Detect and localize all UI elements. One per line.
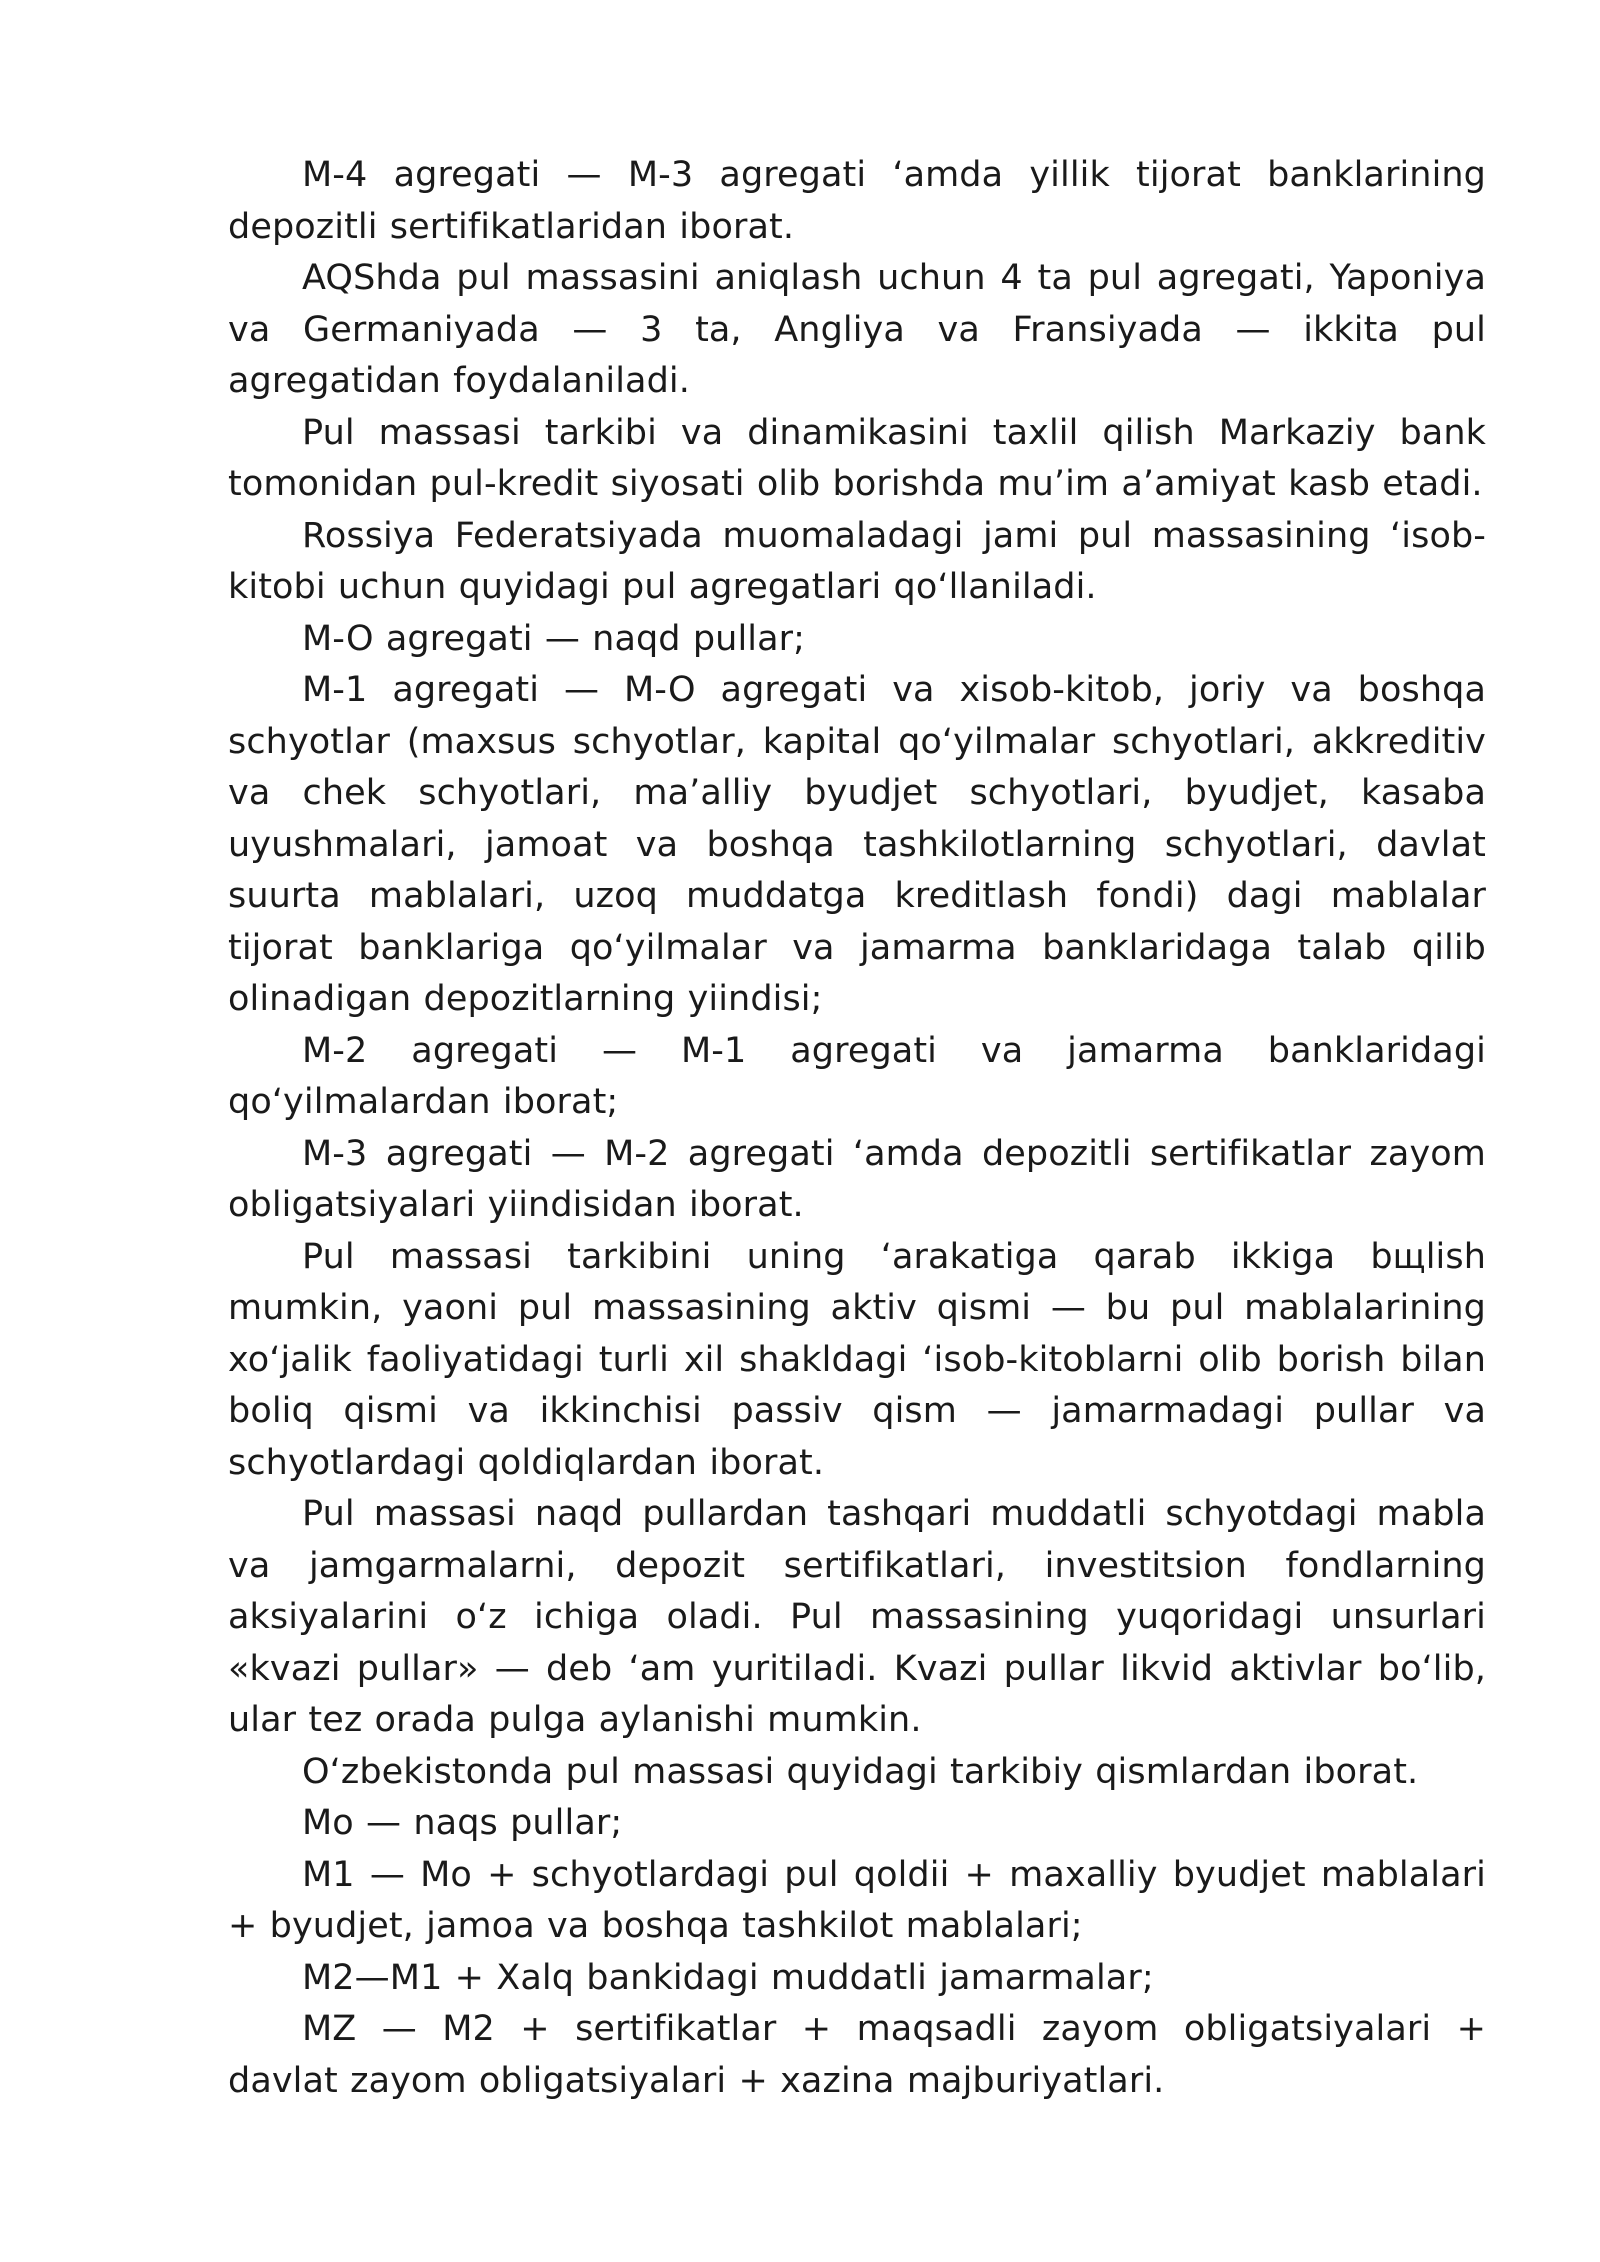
paragraph-m0-aggregate: M-O agregati — naqd pullar; bbox=[302, 618, 806, 659]
paragraph-central-bank-analysis: Pul massasi tarkibi va dinamikasini taxlil qilish Markaziy bank tomonidan pul-kredit siyosati olib borishda mu’im a’amiyat kasb etadi. bbox=[228, 412, 1486, 504]
paragraph-uz-m3: MZ — M2 + sertifikatlar + maqsadli zayom obligatsiyalari + davlat zayom obligatsiyalari + xazina majburiyatlari. bbox=[228, 2009, 1486, 2101]
paragraph-m2-aggregate: M-2 agregati — M-1 agregati va jamarma banklaridagi qo‘yilmalardan iborat; bbox=[228, 1030, 1486, 1122]
paragraph-m3-aggregate: M-3 agregati — M-2 agregati ‘amda depozitli sertifikatlar zayom obligatsiyalari yiindisidan iborat. bbox=[228, 1133, 1486, 1225]
paragraph-russia-aggregates: Rossiya Federatsiyada muomaladagi jami pul massasining ‘isob-kitobi uchun quyidagi pul agregatlari qo‘llaniladi. bbox=[228, 515, 1486, 607]
document-body bbox=[228, 150, 1486, 2107]
paragraph-quasi-money: Pul massasi naqd pullardan tashqari muddatli schyotdagi mabla va jamgarmalarni, depozit sertifikatlari, investitsion fondlarning aksiyalarini o‘z ichiga oladi. Pul massasining yuqoridagi unsurlari «kvazi pullar» — deb ‘am yuritiladi. Kvazi pullar likvid aktivlar bo‘lib, ular tez orada pulga aylanishi mumkin. bbox=[228, 1494, 1486, 1740]
paragraph-active-passive: Pul massasi tarkibini uning ‘arakatiga qarab ikkiga bщlish mumkin, yaoni pul massasining aktiv qismi — bu pul mablalarining xo‘jalik faoliyatidagi turli xil shakldagi ‘isob-kitoblarni olib borish bilan boliq qismi va ikkinchisi passiv qism — jamarmadagi pullar va schyotlardagi qoldiqlardan iborat. bbox=[228, 1236, 1486, 1483]
paragraph-uzbekistan-intro: O‘zbekistonda pul massasi quyidagi tarkibiy qismlardan iborat. bbox=[302, 1751, 1419, 1792]
paragraph-uz-m0: Mo — naqs pullar; bbox=[302, 1803, 623, 1843]
paragraph-m1-aggregate: M-1 agregati — M-O agregati va xisob-kitob, joriy va boshqa schyotlar (maxsus schyotlar, kapital qo‘yilmalar schyotlari, akkreditiv va chek schyotlari, ma’alliy byudjet schyotlari, byudjet, kasaba uyushmalari, jamoat va boshqa tashkilotlarning schyotlari, davlat suurta mablalari, uzoq muddatga kreditlash fondi) dagi mablalar tijorat banklariga qo‘yilmalar va jamarma banklaridaga talab qilib olinadigan depozitlarning yiindisi; bbox=[228, 670, 1486, 1019]
paragraph-uz-m1: M1 — Mo + schyotlardagi pul qoldii + maxalliy byudjet mablalari + byudjet, jamoa va boshqa tashkilot mablalari; bbox=[228, 1854, 1486, 1946]
paragraph-m4-aggregate: M-4 agregati — M-3 agregati ‘amda yillik tijorat banklarining depozitli sertifikatlaridan iborat. bbox=[228, 155, 1486, 247]
paragraph-uz-m2: M2—M1 + Xalq bankidagi muddatli jamarmalar; bbox=[302, 1957, 1154, 1998]
paragraph-usa-aggregates: AQShda pul massasini aniqlash uchun 4 ta pul agregati, Yaponiya va Germaniyada — 3 ta, Angliya va Fransiyada — ikkita pul agregatidan foydalaniladi. bbox=[228, 258, 1486, 401]
